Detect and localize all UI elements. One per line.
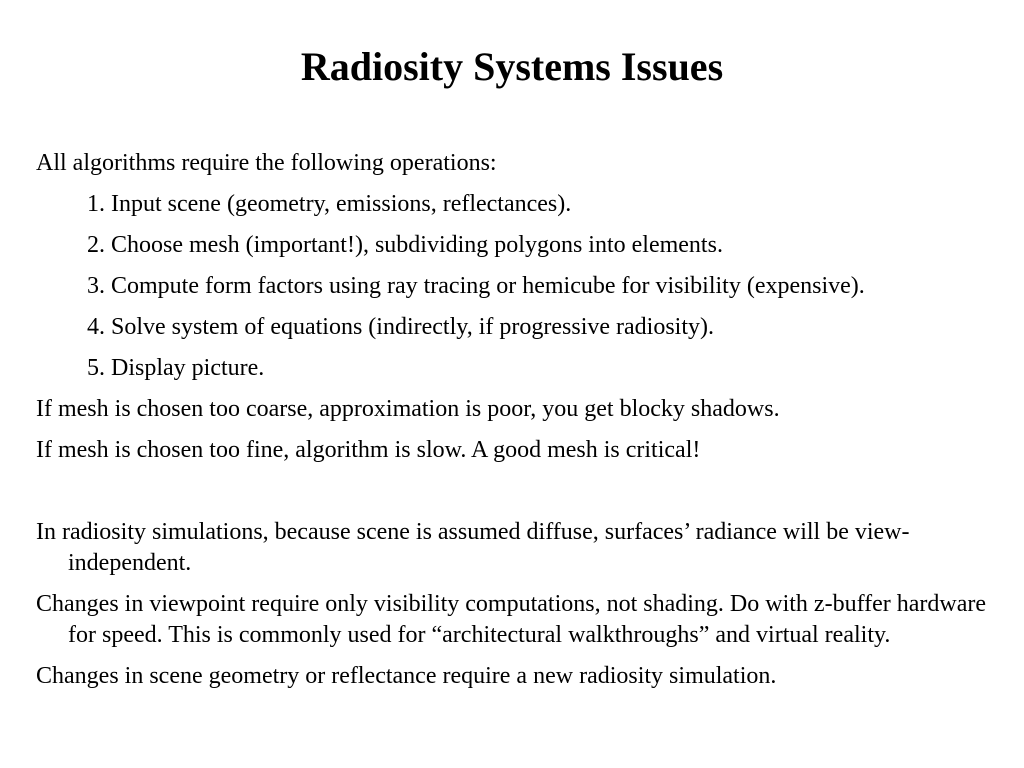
step-item: 2. Choose mesh (important!), subdividing polygons into elements.: [87, 232, 723, 258]
slide-title: Radiosity Systems Issues: [300, 44, 724, 89]
closing-paragraph: Changes in scene geometry or reflectance require a new radiosity simulation.: [36, 663, 777, 689]
mesh-note: If mesh is chosen too fine, algorithm is slow. A good mesh is critical!: [36, 437, 701, 463]
closing-paragraph: Changes in viewpoint require only visibility computations, not shading. Do with z-buffer hardware for speed. This is commonly used for “architectural walkthroughs” and virtual reality.: [36, 591, 987, 648]
step-item: 1. Input scene (geometry, emissions, reflectances).: [87, 191, 572, 217]
mesh-note: If mesh is chosen too coarse, approximation is poor, you get blocky shadows.: [36, 396, 780, 422]
slide-body: [36, 148, 991, 702]
closing-paragraph: In radiosity simulations, because scene is assumed diffuse, surfaces’ radiance will be view-independent.: [36, 519, 910, 576]
step-item: 3. Compute form factors using ray tracing or hemicube for visibility (expensive).: [87, 273, 865, 299]
step-item: 4. Solve system of equations (indirectly, if progressive radiosity).: [87, 314, 714, 340]
step-item: 5. Display picture.: [87, 355, 265, 381]
paragraph-spacer: [36, 476, 991, 517]
intro-text: All algorithms require the following operations:: [36, 150, 497, 176]
